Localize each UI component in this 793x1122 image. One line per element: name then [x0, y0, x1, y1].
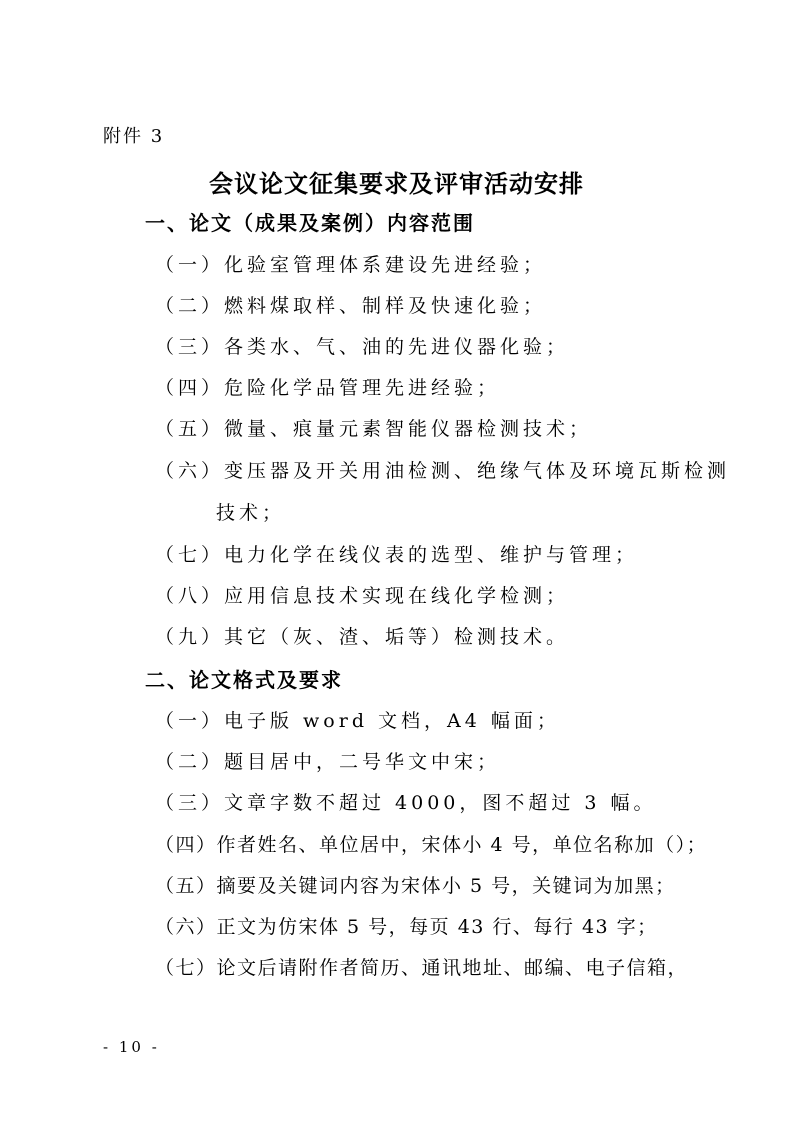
- list-item: （一）化验室管理体系建设先进经验；: [155, 254, 547, 276]
- list-item: （六）变压器及开关用油检测、绝缘气体及环境瓦斯检测: [155, 460, 731, 482]
- list-item: （九）其它（灰、渣、垢等）检测技术。: [155, 626, 570, 648]
- document-title: 会议论文征集要求及评审活动安排: [209, 169, 584, 198]
- section-heading-format: 二、论文格式及要求: [145, 668, 343, 692]
- list-item: （四）作者姓名、单位居中，宋体小 4 号，单位名称加（）；: [155, 834, 708, 856]
- list-item: （三）文章字数不超过 4000，图不超过 3 幅。: [155, 792, 657, 814]
- list-item-continuation: 技术；: [216, 502, 286, 524]
- list-item: （三）各类水、气、油的先进仪器化验；: [155, 336, 570, 358]
- list-item: （一）电子版 word 文档，A4 幅面；: [155, 710, 560, 732]
- section-heading-scope: 一、论文（成果及案例）内容范围: [145, 211, 475, 235]
- list-item: （二）燃料煤取样、制样及快速化验；: [155, 295, 547, 317]
- list-item: （二）题目居中，二号华文中宋；: [155, 751, 501, 773]
- list-item: （五）微量、痕量元素智能仪器检测技术；: [155, 418, 593, 440]
- list-item: （四）危险化学品管理先进经验；: [155, 377, 501, 399]
- list-item: （七）论文后请附作者简历、通讯地址、邮编、电子信箱，: [155, 957, 689, 979]
- list-item: （七）电力化学在线仪表的选型、维护与管理；: [155, 544, 639, 566]
- page-number: - 10 -: [103, 1038, 160, 1056]
- attachment-label: 附件 3: [103, 126, 165, 147]
- list-item: （六）正文为仿宋体 5 号，每页 43 行、每行 43 字；: [155, 916, 658, 938]
- list-item: （八）应用信息技术实现在线化学检测；: [155, 585, 570, 607]
- list-item: （五）摘要及关键词内容为宋体小 5 号，关键词为加黑；: [155, 875, 676, 897]
